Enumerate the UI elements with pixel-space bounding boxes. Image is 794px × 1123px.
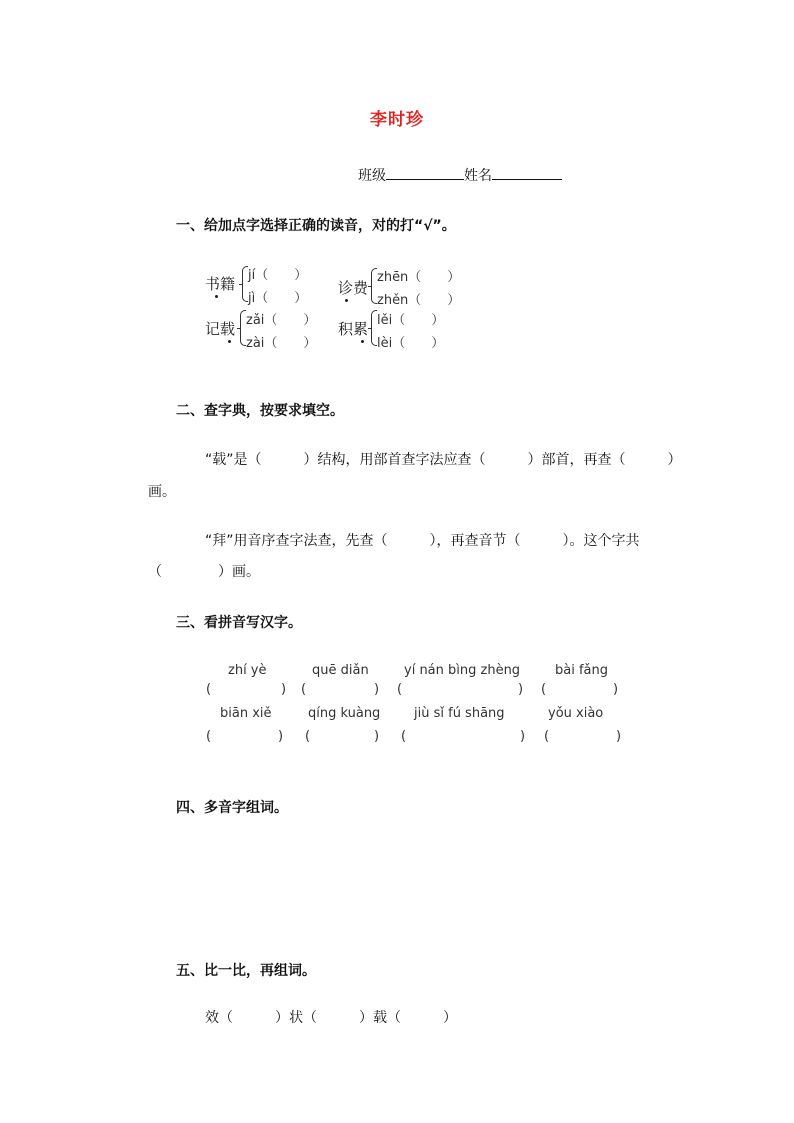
pinyin-item: qíng kuàng — [308, 706, 381, 721]
option-2[interactable]: lèi（ ） — [377, 336, 445, 351]
answer-box[interactable] — [214, 729, 280, 746]
section3-heading: 三、看拼音写汉字。 — [176, 615, 302, 631]
option-2[interactable]: jì（ ） — [248, 291, 308, 306]
compare-words-line: 效（ ）状（ ）载（ ） — [205, 1010, 457, 1026]
paren-close: ) — [518, 682, 524, 697]
option-1[interactable]: zǎi（ ） — [246, 313, 317, 328]
pinyin-item: yǒu xiào — [548, 706, 604, 721]
s2-paragraph2-line1: “拜”用音序查字法查，先查（ ），再查音节（ ）。这个字共 — [205, 533, 640, 549]
answer-box[interactable] — [309, 682, 373, 699]
s2-paragraph1-line1: “载”是（ ）结构，用部首查字法应查（ ）部首，再查（ ） — [205, 452, 682, 468]
name-field[interactable] — [492, 165, 562, 180]
section2-heading: 二、查字典，按要求填空。 — [176, 403, 344, 419]
pinyin-item: yí nán bìng zhèng — [404, 663, 521, 678]
word-jizai: 记载 — [205, 320, 236, 338]
option-1[interactable]: zhēn（ ） — [377, 270, 461, 285]
paren-close: ) — [616, 729, 622, 744]
paren-close: ) — [613, 682, 619, 697]
answer-box[interactable] — [313, 729, 373, 746]
emphasis-dot — [345, 299, 348, 302]
answer-box[interactable] — [409, 729, 519, 746]
paren-close: ) — [281, 682, 287, 697]
class-field[interactable] — [386, 165, 464, 180]
paren-close: ) — [374, 682, 380, 697]
paren-open: ( — [206, 682, 212, 697]
emphasis-dot — [361, 340, 364, 343]
word-zhenfei: 诊费 — [338, 279, 369, 297]
class-label: 班级 — [358, 168, 386, 184]
pinyin-item: zhí yè — [228, 663, 267, 678]
answer-box[interactable] — [549, 682, 611, 699]
paren-open: ( — [544, 729, 550, 744]
word-shuji: 书籍 — [205, 275, 236, 293]
paren-open: ( — [206, 729, 212, 744]
option-2[interactable]: zhěn（ ） — [377, 293, 461, 308]
section4-heading: 四、多音字组词。 — [176, 800, 288, 816]
option-1[interactable]: lěi（ ） — [377, 313, 445, 328]
answer-box[interactable] — [552, 729, 612, 746]
pinyin-item: quē diǎn — [312, 663, 369, 678]
section1-heading: 一、给加点字选择正确的读音，对的打“√”。 — [176, 218, 456, 234]
emphasis-dot — [215, 295, 218, 298]
paren-close: ) — [374, 729, 380, 744]
option-1[interactable]: jí（ ） — [248, 268, 308, 283]
paren-open: ( — [305, 729, 311, 744]
answer-box[interactable] — [214, 682, 280, 699]
section5-heading: 五、比一比，再组词。 — [176, 963, 316, 979]
s2-paragraph2-line2: （ ）画。 — [148, 564, 260, 580]
pinyin-item: jiù sǐ fú shāng — [414, 706, 505, 721]
answer-box[interactable] — [405, 682, 515, 699]
paren-open: ( — [301, 682, 307, 697]
name-label: 姓名 — [464, 168, 492, 184]
paren-close: ) — [278, 729, 284, 744]
pinyin-item: biān xiě — [220, 706, 272, 721]
s2-paragraph1-line2: 画。 — [148, 484, 176, 500]
paren-close: ) — [520, 729, 526, 744]
option-2[interactable]: zài（ ） — [246, 336, 317, 351]
pinyin-item: bài fǎng — [555, 663, 608, 678]
paren-open: ( — [397, 682, 403, 697]
paren-open: ( — [541, 682, 547, 697]
class-name-line — [358, 165, 562, 185]
emphasis-dot — [228, 340, 231, 343]
paren-open: ( — [401, 729, 407, 744]
word-jilei: 积累 — [338, 320, 369, 338]
page-title: 李时珍 — [370, 110, 424, 130]
